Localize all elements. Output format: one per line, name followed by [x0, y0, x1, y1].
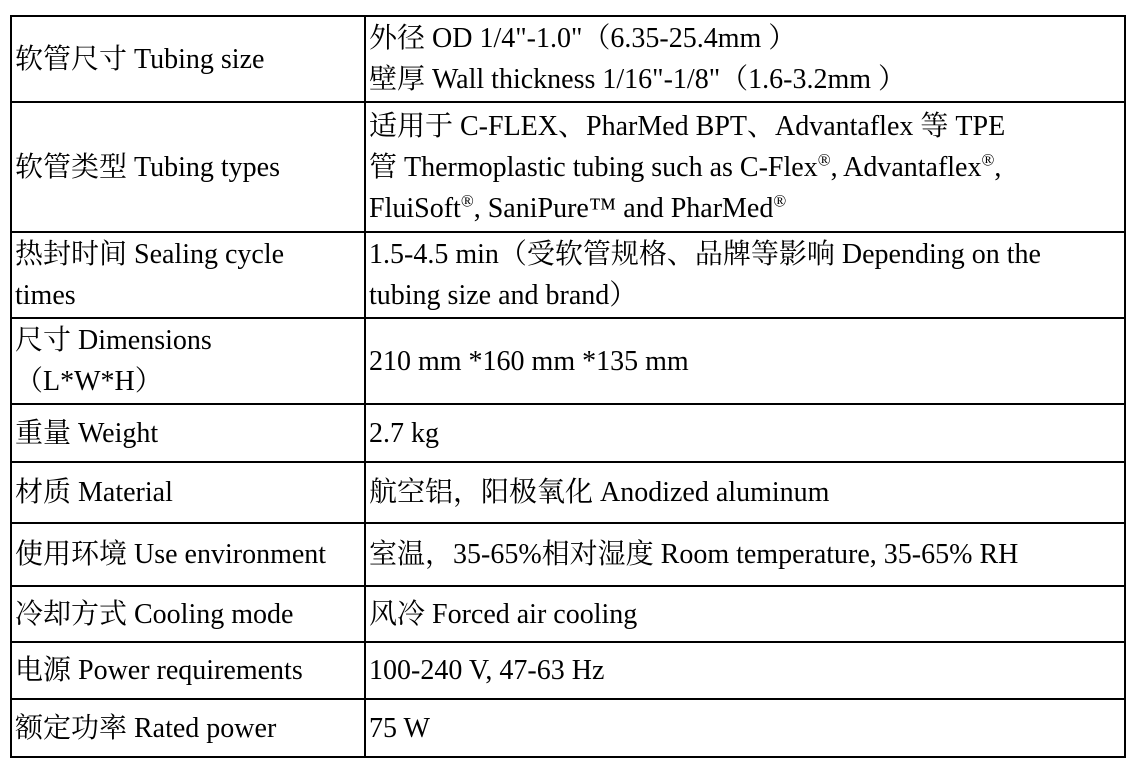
specifications-table [10, 15, 1126, 758]
spec-value-cell [365, 523, 1125, 586]
registered-mark: ® [460, 191, 474, 211]
spec-value-line: 1.5-4.5 min（受软管规格、品牌等影响 Depending on the [369, 239, 1041, 270]
spec-value-segment: , SaniPure™ and PharMed [473, 192, 774, 224]
spec-row [11, 699, 1125, 757]
registered-mark: ® [773, 191, 787, 211]
spec-row [11, 318, 1125, 404]
spec-label-cell [11, 523, 365, 586]
spec-value-line [369, 106, 1124, 147]
spec-value-line: 210 mm *160 mm *135 mm [369, 345, 689, 377]
spec-row [11, 523, 1125, 586]
spec-row [11, 462, 1125, 523]
spec-label-line: 尺寸 Dimensions [15, 325, 212, 356]
spec-value-cell [365, 318, 1125, 404]
spec-value-line [369, 147, 1124, 188]
spec-label-line: 电源 Power requirements [15, 655, 303, 686]
registered-mark: ® [981, 150, 995, 170]
spec-value-segment: 适用于 C-FLEX、PharMed BPT、Advantaflex 等 TPE [369, 110, 1006, 142]
spec-value-cell [365, 16, 1125, 102]
spec-value-line: 外径 OD 1/4"-1.0"（6.35-25.4mm ） [369, 23, 797, 54]
spec-value-cell [365, 462, 1125, 523]
spec-label-line: 冷却方式 Cooling mode [15, 598, 294, 630]
spec-label-cell [11, 318, 365, 404]
spec-label-line: 软管类型 Tubing types [15, 151, 281, 183]
spec-value-line: 室温，35-65%相对湿度 Room temperature, 35-65% RH [369, 539, 1019, 570]
spec-label-cell [11, 102, 365, 232]
spec-value-segment: , [994, 151, 1002, 183]
registered-mark: ® [817, 150, 831, 170]
spec-label-line: times [15, 280, 76, 311]
spec-label-cell [11, 16, 365, 102]
spec-value-segment: , Advantaflex [830, 151, 982, 183]
spec-value-line: 航空铝，阳极氧化 Anodized aluminum [369, 477, 830, 508]
spec-value-cell [365, 404, 1125, 462]
spec-label-line: 重量 Weight [15, 417, 159, 449]
spec-label-cell [11, 404, 365, 462]
spec-value-line: 75 W [369, 712, 430, 744]
spec-label-line: 材质 Material [15, 477, 173, 508]
spec-value-line: 2.7 kg [369, 417, 439, 449]
spec-label-cell [11, 232, 365, 318]
spec-value-cell [365, 586, 1125, 642]
spec-row [11, 232, 1125, 318]
spec-value-cell [365, 699, 1125, 757]
spec-value-cell [365, 102, 1125, 232]
spec-value-cell [365, 232, 1125, 318]
spec-label-line: 使用环境 Use environment [15, 539, 327, 570]
spec-value-cell [365, 642, 1125, 699]
spec-row [11, 102, 1125, 232]
spec-value-line [369, 188, 1124, 229]
specifications-table-body [11, 16, 1125, 757]
spec-value-line: 100-240 V, 47-63 Hz [369, 655, 605, 686]
spec-row [11, 642, 1125, 699]
spec-label-line: 额定功率 Rated power [15, 712, 277, 744]
spec-value-line: tubing size and brand） [369, 280, 638, 311]
spec-value-line: 风冷 Forced air cooling [369, 598, 638, 630]
spec-value-line: 壁厚 Wall thickness 1/16"-1/8"（1.6-3.2mm ） [369, 64, 907, 95]
spec-label-line: （L*W*H） [15, 366, 163, 397]
spec-row [11, 404, 1125, 462]
spec-label-line: 热封时间 Sealing cycle [15, 239, 285, 270]
spec-row [11, 16, 1125, 102]
spec-label-cell [11, 586, 365, 642]
spec-value-segment: FluiSoft [369, 192, 461, 224]
spec-label-cell [11, 699, 365, 757]
spec-label-line: 软管尺寸 Tubing size [15, 43, 265, 75]
spec-label-cell [11, 642, 365, 699]
spec-row [11, 586, 1125, 642]
spec-label-cell [11, 462, 365, 523]
spec-value-segment: 管 Thermoplastic tubing such as C-Flex [369, 151, 818, 183]
